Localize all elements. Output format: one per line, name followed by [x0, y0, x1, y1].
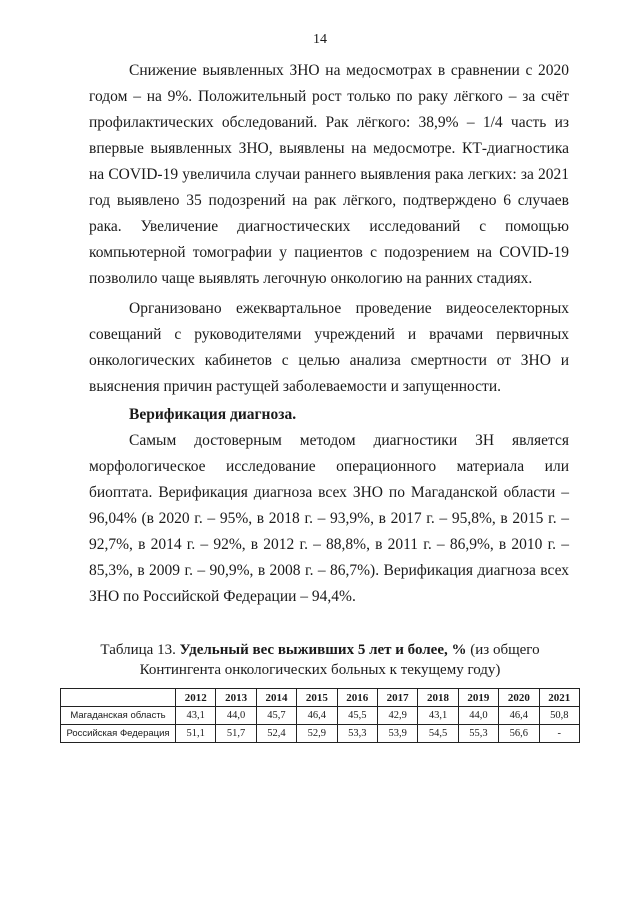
year-header: 2013 [216, 689, 256, 707]
caption-prefix: Таблица 13. [100, 642, 176, 658]
caption-bold: Удельный вес выживших 5 лет и более, % [179, 642, 467, 658]
table-cell: 46,4 [297, 707, 337, 725]
table-cell: - [539, 725, 579, 743]
table-row [61, 725, 580, 743]
table-cell: 53,9 [377, 725, 417, 743]
survival-table [60, 688, 580, 743]
table-cell: 56,6 [499, 725, 539, 743]
caption-suffix: (из общего Контингента онкологических больных к текущему году) [139, 642, 540, 678]
table-cell: 50,8 [539, 707, 579, 725]
body-text [89, 58, 569, 610]
table-cell: 51,1 [176, 725, 216, 743]
year-header: 2019 [458, 689, 498, 707]
table-cell: 52,9 [297, 725, 337, 743]
table-caption [60, 640, 580, 680]
table-cell: 43,1 [418, 707, 458, 725]
year-header: 2018 [418, 689, 458, 707]
year-header: 2015 [297, 689, 337, 707]
paragraph-2: Организовано ежеквартальное проведение видеоселекторных совещаний с руководителями учреждений и врачами первичных онкологических кабинетов с целью анализа смертности от ЗНО и выяснения причин растущей заболеваемости и запущенности. [89, 300, 569, 395]
table-cell: 44,0 [458, 707, 498, 725]
header-empty [61, 689, 176, 707]
paragraph-1: Снижение выявленных ЗНО на медосмотрах в сравнении с 2020 годом – на 9%. Положительный рост только по раку лёгкого – за счёт профилактических обследований. Рак лёгкого: 38,9% – 1/4 часть из впервые выявленных ЗНО, выявлены на медосмотре. КТ-диагностика на COVID-19 увеличила случаи раннего выявления рака легких: за 2021 год выявлено 35 подозрений на рак лёгкого, подтверждено 6 случаев рака. Увеличение диагностических исследований с помощью компьютерной томографии у пациентов с подозрением на COVID-19 позволило чаще выявлять легочную онкологию на ранних стадиях. [89, 62, 569, 287]
page-number: 14 [313, 32, 327, 47]
paragraph-3: Самым достоверным методом диагностики ЗН является морфологическое исследование операционного материала или биоптата. Верификация диагноза всех ЗНО по Магаданской области – 96,04% (в 2020 г. – 95%, в 2018 г. – 93,9%, в 2017 г. – 95,8%, в 2015 г. – 92,7%, в 2014 г. – 92%, в 2012 г. – 88,8%, в 2011 г. – 86,9%, в 2010 г. – 85,3%, в 2009 г. – 90,9%, в 2008 г. – 86,7%). Верификация диагноза всех ЗНО по Российской Федерации – 94,4%. [89, 432, 569, 605]
table-cell: 42,9 [377, 707, 417, 725]
row-label: Магаданская область [61, 707, 176, 725]
table-cell: 54,5 [418, 725, 458, 743]
year-header: 2021 [539, 689, 579, 707]
table-cell: 53,3 [337, 725, 377, 743]
table-cell: 55,3 [458, 725, 498, 743]
table-row [61, 707, 580, 725]
year-header: 2012 [176, 689, 216, 707]
table-cell: 45,5 [337, 707, 377, 725]
year-header: 2017 [377, 689, 417, 707]
year-header: 2020 [499, 689, 539, 707]
row-label: Российская Федерация [61, 725, 176, 743]
year-header: 2014 [256, 689, 296, 707]
table-cell: 43,1 [176, 707, 216, 725]
table-cell: 52,4 [256, 725, 296, 743]
section-heading: Верификация диагноза. [129, 406, 297, 423]
table-cell: 51,7 [216, 725, 256, 743]
table-cell: 46,4 [499, 707, 539, 725]
table-header-row [61, 689, 580, 707]
year-header: 2016 [337, 689, 377, 707]
table-cell: 44,0 [216, 707, 256, 725]
table-cell: 45,7 [256, 707, 296, 725]
